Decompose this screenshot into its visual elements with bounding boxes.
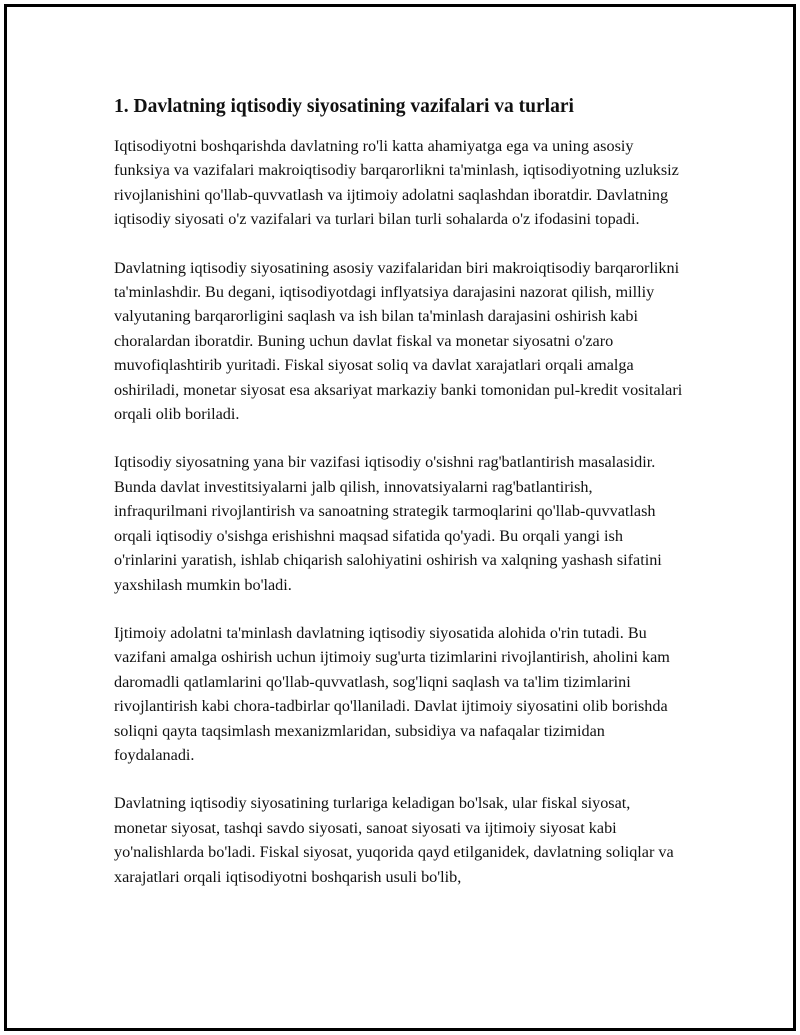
section-heading: 1. Davlatning iqtisodiy siyosatining vazifalari va turlari: [114, 96, 574, 117]
document-body: [114, 93, 684, 913]
paragraph-4: Ijtimoiy adolatni ta'minlash davlatning iqtisodiy siyosatida alohida o'rin tutadi. Bu vazifani amalga oshirish uchun ijtimoiy sug'urta tizimlarini rivojlantirish, aholini kam daromadli qatlamlarini qo'llab-quvvatlash, sog'liqni saqlash va ta'lim tizimlarini rivojlantirish kabi chora-tadbirlar qo'llaniladi. Davlat ijtimoiy siyosatini olib borishda soliqni qayta taqsimlash mexanizmlaridan, subsidiya va nafaqalar tizimidan foydalanadi.: [114, 623, 670, 764]
paragraph-1: Iqtisodiyotni boshqarishda davlatning ro'li katta ahamiyatga ega va uning asosiy funksiya va vazifalari makroiqtisodiy barqarorlikni ta'minlash, iqtisodiyotning uzluksiz rivojlanishini qo'llab-quvvatlash va ijtimoiy adolatni saqlashdan iboratdir. Davlatning iqtisodiy siyosati o'z vazifalari va turlari bilan turli sohalarda o'z ifodasini topadi.: [114, 137, 679, 229]
paragraph-2: Davlatning iqtisodiy siyosatining asosiy vazifalaridan biri makroiqtisodiy barqarorlikni ta'minlashdir. Bu degani, iqtisodiyotdagi inflyatsiya darajasini nazorat qilish, milliy valyutaning barqarorligini saqlash va ish bilan ta'minlash darajasini oshirish kabi choralardan iboratdir. Buning uchun davlat fiskal va monetar siyosatni o'zaro muvofiqlashtirib yuritadi. Fiskal siyosat soliq va davlat xarajatlari orqali amalga oshiriladi, monetar siyosat esa aksariyat markaziy banki tomonidan pul-kredit vositalari orqali olib boriladi.: [114, 258, 683, 424]
paragraph-3: Iqtisodiy siyosatning yana bir vazifasi iqtisodiy o'sishni rag'batlantirish masalasidir. Bunda davlat investitsiyalarni jalb qilish, innovatsiyalarni rag'batlantirish, infraqurilmani rivojlantirish va sanoatning strategik tarmoqlarini qo'llab-quvvatlash orqali iqtisodiy o'sishga erishishni maqsad sifatida qo'yadi. Bu orqali yangi ish o'rinlarini yaratish, ishlab chiqarish salohiyatini oshirish va xalqning yashash sifatini yaxshilash mumkin bo'ladi.: [114, 453, 662, 594]
paragraph-5: Davlatning iqtisodiy siyosatining turlariga keladigan bo'lsak, ular fiskal siyosat, monetar siyosat, tashqi savdo siyosati, sanoat siyosati va ijtimoiy siyosat kabi yo'nalishlarda bo'ladi. Fiskal siyosat, yuqorida qayd etilganidek, davlatning soliqlar va xarajatlari orqali iqtisodiyotni boshqarish usuli bo'lib,: [114, 794, 674, 886]
